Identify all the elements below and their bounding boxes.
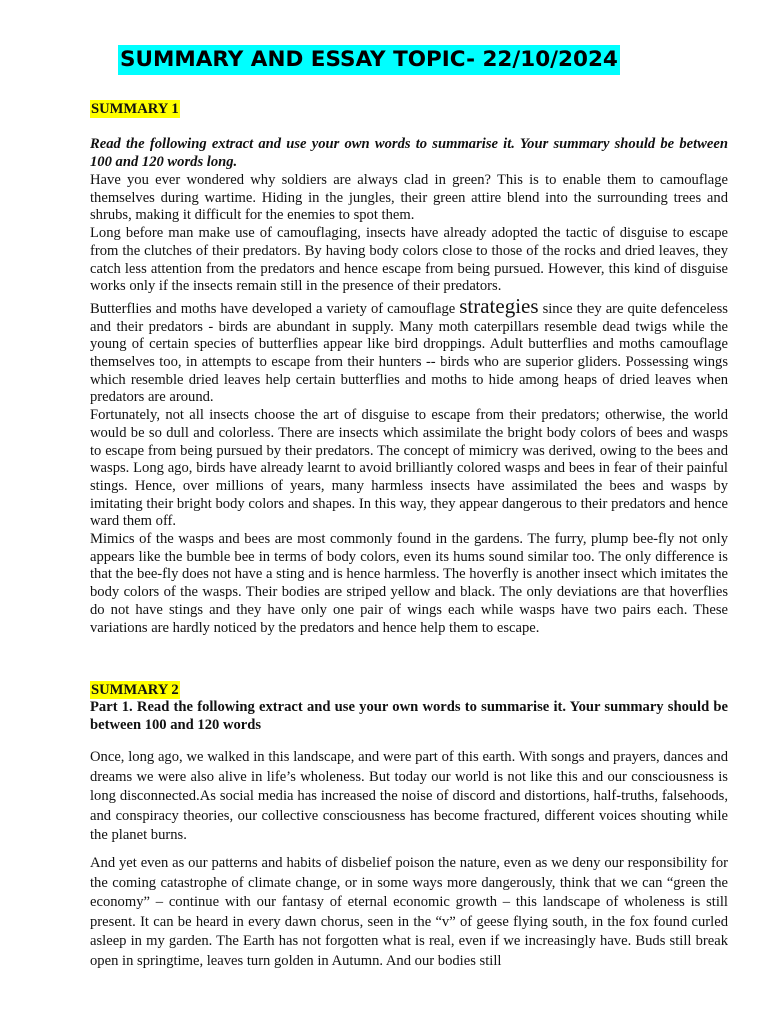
paragraph-3-end: since they are quite defenceless and their predators - birds are abundant in supply. Many moth caterpillars resemble dead twigs while the young of certain species of butterflies appear like bird droppings. Adult butterflies and moths camouflage themselves too, in attempts to escape from their hunters -- birds who are superior gliders. Possessing wings which resemble dried leaves help certain butterflies and moths to hide among heaps of dried leaves when predators are around. (90, 300, 728, 406)
summary-1-section (90, 100, 180, 119)
summary-1-paragraph-4: Fortunately, not all insects choose the art of disguise to escape from their predators; otherwise, the world would be so dull and colorless. There are insects which assimilate the bright body colors of bees and wasps to escape from being pursued by their predators. The concept of mimicry was derived, owing to the bees and wasps. Long ago, birds have already learnt to avoid brilliantly colored wasps and bees in fear of their painful stings. Hence, over millions of years, many harmless insects have assimilated the bees and wasps by imitating their bright body colors and shapes. In this way, they appear dangerous to their predators and hence ward them off. (90, 407, 728, 530)
paragraph-3-start: Butterflies and moths have developed a variety of camouflage (90, 300, 460, 317)
summary-1-paragraph-2: Long before man make use of camouflaging, insects have already adopted the tactic of disguise to escape from the clutches of their predators. By having body colors close to those of the rocks and dried leaves, they catch less attention from the predators and hence escape from being pursued. However, this kind of disguise works only if the insects remain still in the presence of their predators. (90, 225, 728, 295)
summary-2-section (90, 681, 180, 700)
summary-1-paragraph-3 (90, 293, 728, 407)
summary-1-paragraph-1: Have you ever wondered why soldiers are always clad in green? This is to enable them to camouflage themselves during wartime. Hiding in the jungles, their green attire blend into the surrounding trees and shrubs, making it difficult for the enemies to spot them. (90, 172, 728, 224)
summary-1-heading: SUMMARY 1 (91, 101, 179, 117)
summary-1-prompt: Read the following extract and use your own words to summarise it. Your summary should be between 100 and 120 words long. (90, 136, 728, 170)
summary-2-prompt: Part 1. Read the following extract and use your own words to summarise it. Your summary should be between 100 and 120 words (90, 699, 728, 733)
summary-2-heading: SUMMARY 2 (91, 682, 179, 698)
summary-2-paragraph-2: And yet even as our patterns and habits of disbelief poison the nature, even as we deny our responsibility for the coming catastrophe of climate change, or in some ways more dangerously, think that we can “green the economy” – continue with our fantasy of eternal economic growth – this landscape of wholeness is still present. It can be heard in every dawn chorus, seen in the “v” of geese flying south, in the fox found curled asleep in my garden. The Earth has not forgotten what is real, even if we increasingly have. Buds still break open in springtime, leaves turn golden in Autumn. And our bodies still (90, 855, 728, 969)
summary-1-paragraph-5: Mimics of the wasps and bees are most commonly found in the gardens. The furry, plump bee-fly not only appears like the bumble bee in terms of body colors, even its hums sound similar too. The only difference is that the bee-fly does not have a sting and is hence harmless. The hoverfly is another insect which imitates the body colors of the wasps. Their bodies are striped yellow and black. The only deviations are that hoverflies do not have stings and they have only one pair of wings each while wasps have two pairs each. These variations are hardly noticed by the predators and hence help them to escape. (90, 531, 728, 636)
document-title: SUMMARY AND ESSAY TOPIC- 22/10/2024 (118, 45, 620, 75)
summary-1-extract (90, 172, 728, 637)
summary-2-paragraph-1: Once, long ago, we walked in this landscape, and were part of this earth. With songs and prayers, dances and dreams we were also alive in life’s wholeness. But today our world is not like this and our consciousness is long disconnected.As social media has increased the noise of discord and distortions, half-truths, falsehoods, and conspiracy theories, our collective consciousness has become fractured, different voices shouting while the planet burns. (90, 749, 728, 844)
enlarged-word: strategies (459, 293, 539, 318)
